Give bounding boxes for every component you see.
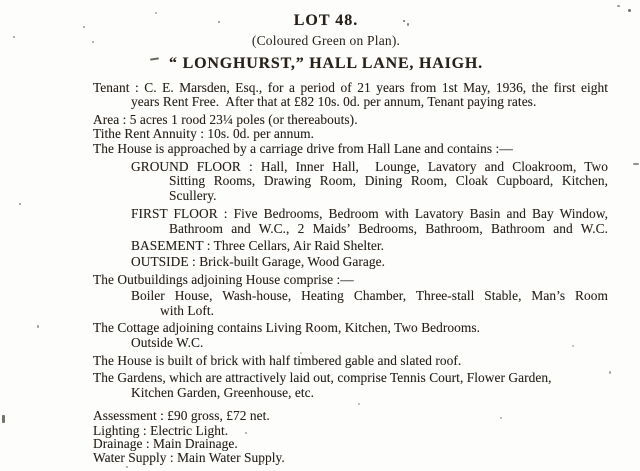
line-tithe-rent: Tithe Rent Annuity : 10s. 0d. per annum. bbox=[93, 126, 314, 142]
plan-note: (Coloured Green on Plan). bbox=[251, 33, 401, 48]
line-first-floor-1: FIRST FLOOR : Five Bedrooms, Bedroom with Lavatory Basin and Bay Window, bbox=[131, 206, 608, 222]
scan-speck bbox=[403, 20, 405, 22]
line-outside: OUTSIDE : Brick-built Garage, Wood Garage. bbox=[131, 254, 386, 270]
line-outbuildings: The Outbuildings adjoining House comprise :— bbox=[93, 271, 354, 287]
scan-speck bbox=[628, 9, 631, 12]
line-gardens-2: Kitchen Garden, Greenhouse, etc. bbox=[131, 384, 315, 400]
line-area: Area : 5 acres 1 rood 23¼ poles (or thereabouts). bbox=[93, 111, 358, 127]
line-with-loft: with Loft. bbox=[160, 302, 215, 318]
scan-speck bbox=[218, 21, 220, 23]
line-first-floor-2: Bathroom and W.C., 2 Maids’ Bedrooms, Bathroom, Bathroom and W.C. bbox=[169, 220, 608, 236]
line-assessment: Assessment : £90 gross, £72 net. bbox=[93, 408, 270, 424]
lot-description bbox=[0, 73, 640, 464]
scan-smudge bbox=[2, 415, 5, 423]
scan-speck bbox=[37, 325, 39, 328]
scan-speck bbox=[83, 26, 85, 28]
line-house-approach: The House is approached by a carriage drive from Hall Lane and contains :— bbox=[93, 140, 513, 156]
line-house-built: The House is built of brick with half timbered gable and slated roof. bbox=[93, 352, 462, 368]
scan-dash bbox=[633, 163, 639, 165]
lot-heading: LOT 48. bbox=[293, 12, 359, 29]
scan-speck bbox=[13, 36, 15, 38]
scan-speck bbox=[617, 5, 620, 7]
line-gardens-1: The Gardens, which are attractively laid out, comprise Tennis Court, Flower Garden, bbox=[93, 370, 552, 386]
line-drainage: Drainage : Main Drainage. bbox=[93, 436, 238, 452]
line-tenant-1: Tenant : C. E. Marsden, Esq., for a period of 21 years from 1st May, 1936, the first eight bbox=[93, 80, 608, 95]
line-boiler-house: Boiler House, Wash-house, Heating Chamber, Three-stall Stable, Man’s Room bbox=[131, 288, 608, 304]
line-tenant-2: years Rent Free. After that at £82 10s. 0d. per annum, Tenant paying rates. bbox=[131, 94, 537, 110]
line-water-supply: Water Supply : Main Water Supply. bbox=[93, 449, 285, 465]
line-ground-floor-3: Scullery. bbox=[169, 187, 217, 203]
page-header bbox=[0, 0, 640, 73]
scan-speck bbox=[19, 203, 21, 205]
scan-speck bbox=[245, 432, 247, 434]
scan-speck bbox=[300, 352, 302, 354]
scan-speck bbox=[572, 345, 574, 347]
scan-speck bbox=[155, 12, 157, 14]
scan-speck bbox=[92, 41, 94, 43]
line-ground-floor-2: Sitting Rooms, Drawing Room, Dining Room, Cloak Cupboard, Kitchen, bbox=[169, 173, 608, 189]
scan-speck bbox=[609, 371, 611, 374]
line-outside-wc: Outside W.C. bbox=[131, 334, 204, 350]
property-title: “ LONGHURST,” HALL LANE, HAIGH. bbox=[169, 55, 483, 72]
line-basement: BASEMENT : Three Cellars, Air Raid Shelter. bbox=[131, 238, 385, 254]
scan-speck bbox=[126, 466, 128, 468]
scan-speck bbox=[407, 23, 409, 26]
scan-speck bbox=[262, 462, 264, 464]
scan-speck bbox=[358, 403, 360, 405]
scan-speck bbox=[500, 417, 502, 419]
line-lighting: Lighting : Electric Light. bbox=[93, 422, 229, 438]
line-ground-floor-1: GROUND FLOOR : Hall, Inner Hall, Lounge, Lavatory and Cloakroom, Two bbox=[131, 159, 608, 175]
line-cottage: The Cottage adjoining contains Living Room, Kitchen, Two Bedrooms. bbox=[93, 320, 481, 336]
